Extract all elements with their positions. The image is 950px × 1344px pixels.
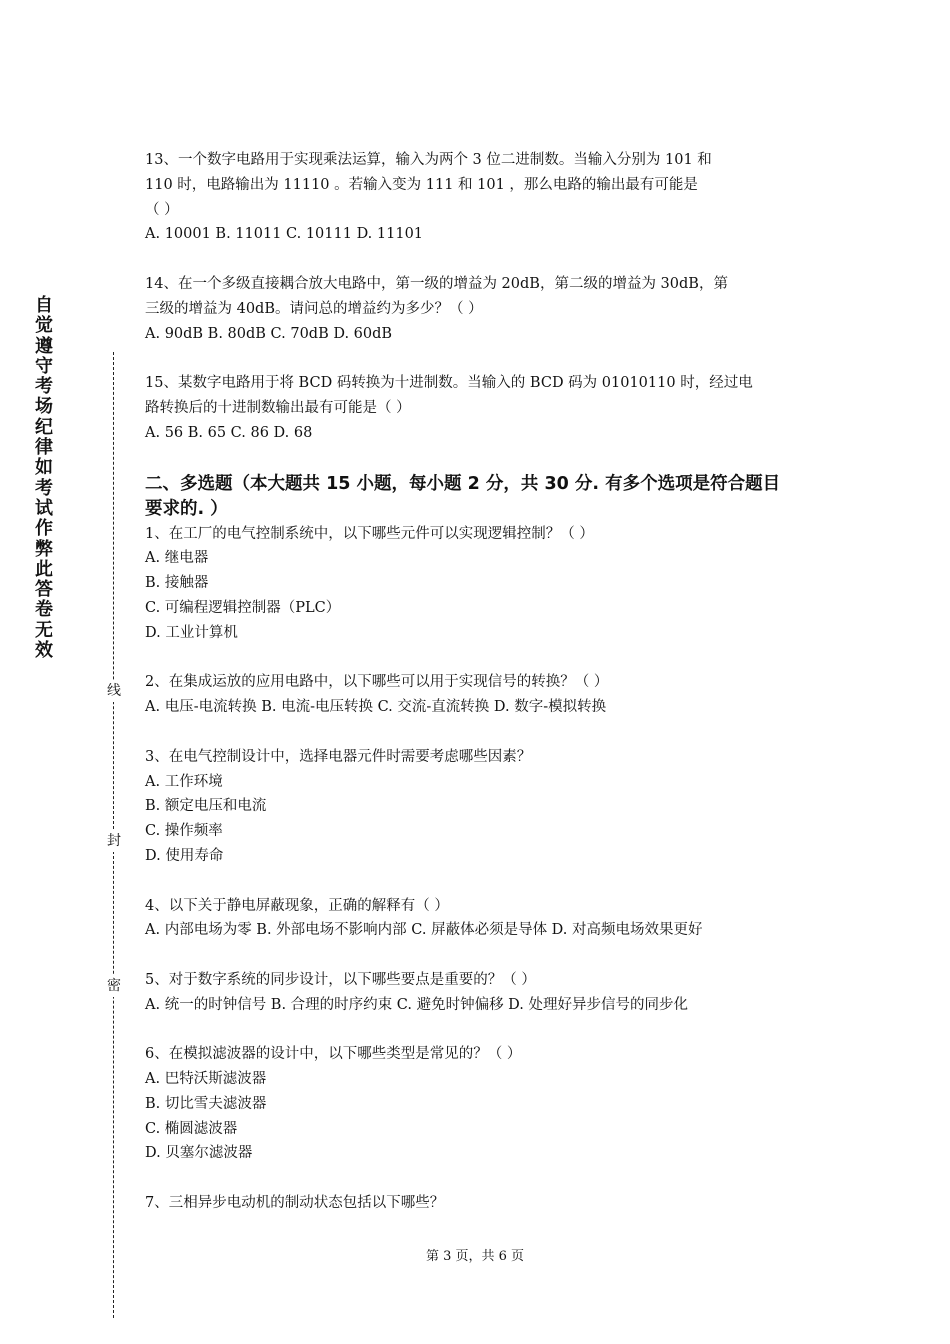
question-stem: 15、某数字电路用于将 BCD 码转换为十进制数。当输入的 BCD 码为 01010110 时，经过电 xyxy=(145,375,753,392)
question-options: A. 56 B. 65 C. 86 D. 68 xyxy=(145,424,313,441)
question-stem: 4、以下关于静电屏蔽现象，正确的解释有（ ） xyxy=(145,897,449,914)
section-title: 要求的. ） xyxy=(145,498,228,519)
question-stem: 5、对于数字系统的同步设计，以下哪些要点是重要的？（ ） xyxy=(145,971,536,988)
warning-char: 考 xyxy=(35,376,53,398)
warning-char: 作 xyxy=(35,518,53,540)
warning-char: 答 xyxy=(35,579,53,601)
multi-question-7 xyxy=(145,1191,810,1216)
exam-integrity-warning xyxy=(33,296,55,661)
option-a: A. 继电器 xyxy=(145,550,209,567)
warning-char: 遵 xyxy=(35,335,53,357)
question-content xyxy=(145,148,810,1216)
multi-question-6 xyxy=(145,1042,810,1166)
option-d: D. 工业计算机 xyxy=(145,624,238,641)
multi-question-2 xyxy=(145,670,810,720)
section-title: 二、多选题（本大题共 15 小题，每小题 2 分，共 30 分. 有多个选项是符合题目 xyxy=(145,473,781,494)
question-stem: 6、在模拟滤波器的设计中，以下哪些类型是常见的？（ ） xyxy=(145,1046,522,1063)
question-stem: 3、在电气控制设计中，选择电器元件时需要考虑哪些因素？ xyxy=(145,748,532,765)
question-options: A. 10001 B. 11011 C. 10111 D. 11101 xyxy=(145,226,424,243)
warning-char: 效 xyxy=(35,640,53,662)
warning-char: 试 xyxy=(35,497,53,519)
question-stem: 14、在一个多级直接耦合放大电路中，第一级的增益为 20dB，第二级的增益为 30dB，第 xyxy=(145,275,728,292)
seal-label-seal: 封 xyxy=(106,830,122,852)
warning-char: 弊 xyxy=(35,538,53,560)
question-stem: （ ） xyxy=(145,201,179,218)
question-stem: 2、在集成运放的应用电路中，以下哪些可以用于实现信号的转换？（ ） xyxy=(145,674,609,691)
option-b: B. 切比雪夫滤波器 xyxy=(145,1095,267,1112)
warning-char: 纪 xyxy=(35,416,53,438)
warning-char: 考 xyxy=(35,477,53,499)
question-stem: 1、在工厂的电气控制系统中，以下哪些元件可以实现逻辑控制？（ ） xyxy=(145,525,594,542)
question-stem: 13、一个数字电路用于实现乘法运算，输入为两个 3 位二进制数。当输入分别为 101 和 xyxy=(145,152,712,168)
question-options: A. 统一的时钟信号 B. 合理的时序约束 C. 避免时钟偏移 D. 处理好异步信号的同步化 xyxy=(145,996,689,1013)
multi-question-1 xyxy=(145,522,810,646)
seal-label-secret: 密 xyxy=(106,975,122,997)
warning-char: 律 xyxy=(35,437,53,459)
warning-char: 此 xyxy=(35,558,53,580)
option-b: B. 额定电压和电流 xyxy=(145,798,267,815)
option-c: C. 椭圆滤波器 xyxy=(145,1120,238,1137)
question-stem: 110 时，电路输出为 11110 。若输入变为 111 和 101 ，那么电路的输出最有可能是 xyxy=(145,176,698,193)
warning-char: 守 xyxy=(35,355,53,377)
warning-char: 觉 xyxy=(35,315,53,337)
question-15 xyxy=(145,371,810,445)
warning-char: 卷 xyxy=(35,599,53,621)
option-d: D. 贝塞尔滤波器 xyxy=(145,1145,253,1162)
page-number: 第 3 页，共 6 页 xyxy=(425,1249,525,1264)
question-options: A. 内部电场为零 B. 外部电场不影响内部 C. 屏蔽体必须是导体 D. 对高频电场效果更好 xyxy=(145,922,703,939)
option-a: A. 工作环境 xyxy=(145,773,223,790)
multi-question-4 xyxy=(145,894,810,944)
option-c: C. 操作频率 xyxy=(145,823,223,840)
multi-question-3 xyxy=(145,745,810,869)
option-d: D. 使用寿命 xyxy=(145,847,224,864)
option-b: B. 接触器 xyxy=(145,575,209,592)
warning-char: 场 xyxy=(35,396,53,418)
section-heading xyxy=(145,472,810,522)
option-c: C. 可编程逻辑控制器（PLC） xyxy=(145,599,341,616)
question-14 xyxy=(145,272,810,346)
warning-char: 如 xyxy=(35,457,53,479)
question-stem: 7、三相异步电动机的制动状态包括以下哪些？ xyxy=(145,1195,445,1212)
warning-char: 自 xyxy=(35,295,53,316)
question-stem: 三级的增益为 40dB。请问总的增益约为多少？（ ） xyxy=(145,300,483,317)
question-stem: 路转换后的十进制数输出最有可能是（ ） xyxy=(145,399,411,416)
seal-label-line: 线 xyxy=(106,680,122,702)
multi-question-5 xyxy=(145,968,810,1018)
option-a: A. 巴特沃斯滤波器 xyxy=(145,1071,267,1088)
question-options: A. 90dB B. 80dB C. 70dB D. 60dB xyxy=(145,325,393,342)
question-13 xyxy=(145,148,810,247)
question-options: A. 电压-电流转换 B. 电流-电压转换 C. 交流-直流转换 D. 数字-模拟转换 xyxy=(145,699,607,716)
warning-char: 无 xyxy=(35,619,53,641)
